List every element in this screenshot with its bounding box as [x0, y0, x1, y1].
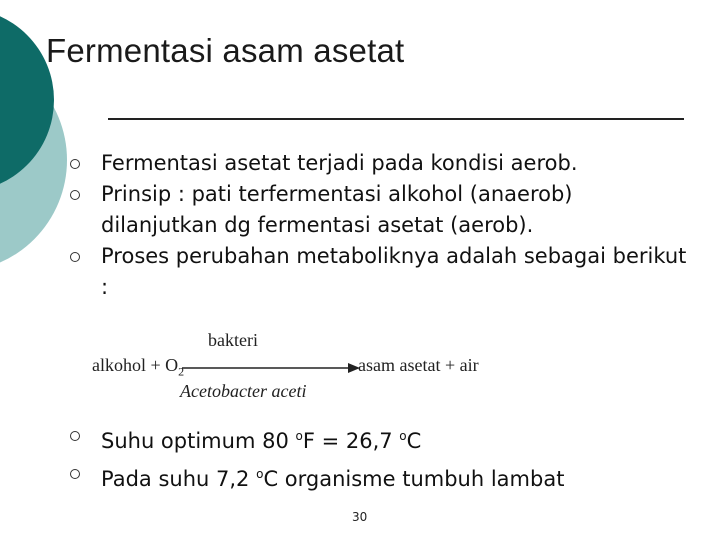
reactant — [92, 355, 184, 380]
bullet-text-pre: Suhu optimum 80 — [101, 429, 296, 453]
reactant-subscript: 2 — [178, 364, 185, 379]
bullet-text: Fermentasi asetat terjadi pada kondisi aerob. — [101, 151, 578, 175]
circle-bullet-icon — [70, 252, 80, 262]
bullet-text-pre: Pada suhu 7,2 — [101, 467, 257, 491]
page-number: 30 — [352, 510, 368, 524]
bullet-text-post: C — [406, 429, 422, 453]
circle-bullet-icon — [70, 431, 80, 441]
circle-bullet-icon — [70, 469, 80, 479]
slide-title: Fermentasi asam asetat — [46, 32, 405, 69]
bullet-list-top — [70, 148, 690, 303]
degree-superscript: o — [399, 429, 407, 443]
degree-superscript: o — [295, 429, 303, 443]
bullet-list-bottom — [70, 420, 690, 496]
bullet-item — [70, 420, 690, 458]
circle-bullet-icon — [70, 159, 80, 169]
product: asam asetat + air — [358, 355, 479, 375]
bullet-text: Prinsip : pati terfermentasi alkohol (anaerob) dilanjutkan dg fermentasi asetat (aerob). — [101, 182, 573, 237]
title-divider — [108, 118, 684, 120]
bullet-item — [70, 458, 690, 496]
bullet-item — [70, 148, 690, 179]
bullet-item — [70, 241, 690, 303]
bullet-text-mid: F = 26,7 — [302, 429, 400, 453]
bullet-text-post: C organisme tumbuh lambat — [263, 467, 565, 491]
bullet-text: Proses perubahan metaboliknya adalah sebagai berikut : — [101, 244, 687, 299]
circle-bullet-icon — [70, 190, 80, 200]
organism-label: Acetobacter aceti — [180, 381, 307, 401]
reactant-text: alkohol + O — [92, 355, 179, 375]
degree-superscript: o — [256, 467, 264, 481]
bullet-item — [70, 179, 690, 241]
catalyst-label: bakteri — [208, 330, 258, 350]
reaction-equation — [90, 330, 510, 405]
